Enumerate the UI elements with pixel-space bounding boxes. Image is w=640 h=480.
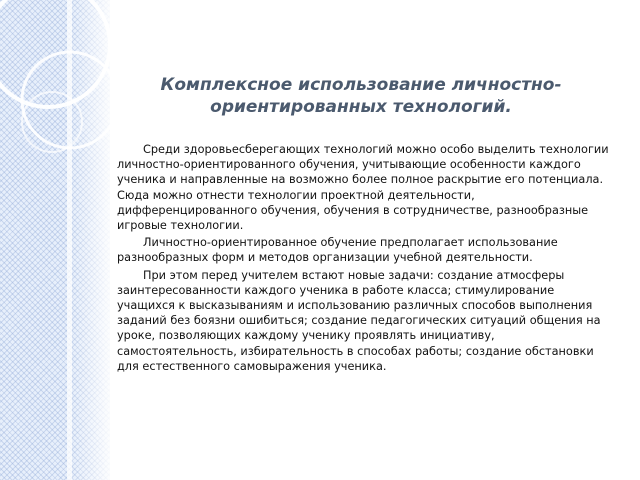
slide-body [117, 142, 614, 376]
paragraph-health-technologies: Среди здоровьесберегающих технологий можно особо выделить технологии личностно-ориентированного обучения, учитывающие особенности каждого ученика и направленные на возможно более полное раскрытие его потенциала. Сюда можно отнести технологии проектной деятельности, дифференцированного обучения, обучения в сотрудничестве, разнообразные игровые технологии. [117, 143, 609, 233]
paragraph-teacher-tasks: При этом перед учителем встают новые задачи: создание атмосферы заинтересованности каждого ученика в работе класса; стимулирование учащихся к высказываниям и использованию различных способов выполнения заданий без боязни ошибиться; создание педагогических ситуаций общения на уроке, позволяющих каждому ученику проявлять инициативу, самостоятельность, избирательность в способах работы; создание обстановки для естественного самовыражения ученика. [117, 268, 601, 373]
slide-title: Комплексное использование личностно-ориентированных технологий. [160, 75, 562, 117]
small-circle-outline [22, 52, 118, 148]
paragraph-personal-learning: Личностно-ориентированное обучение предполагает использование разнообразных форм и методов организации учебной деятельности. [117, 236, 558, 265]
